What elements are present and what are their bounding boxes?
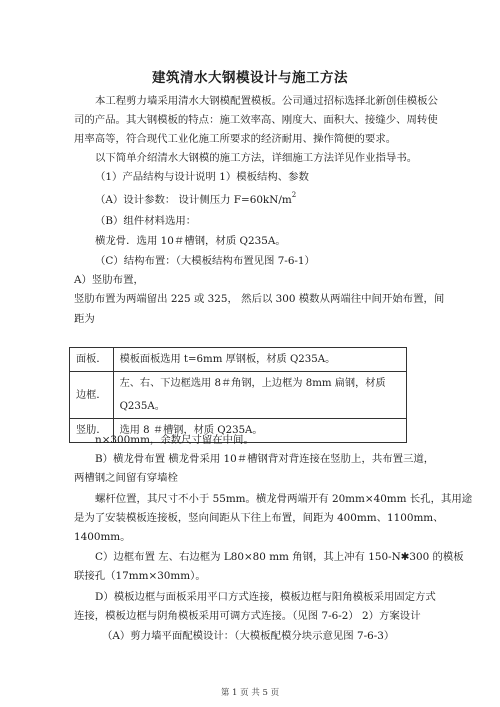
design-parameters-line: （A）设计参数： 设计侧压力 $F=60kN/m^2$ [95,191,297,206]
table-row [70,372,407,419]
paragraph-line: 本工程剪力墙采用清水大钢模配置模板。公司通过招标选择北新创佳模板公 [95,95,438,107]
paragraph-line: 竖肋布置为两端留出 225 或 325， 然后以 300 模数从两端往中间开始布置，间 [74,293,445,305]
table-cell-key: 面板． [70,348,114,372]
paragraph-line: 横龙骨．选用 10＃槽钢，材质 Q235A。 [95,235,286,247]
table-cell-value: 选用 8 ＃槽钢，材质 Q235A。 [113,419,406,443]
paragraph-line: 距为 [74,313,95,325]
paragraph-line: 是为了安装模板连接板，竖向间距从下往上布置，间距为 400mm、1100mm、 [74,512,444,524]
paragraph-line: （B）组件材料选用： [95,215,197,227]
section-heading: （1）产品结构与设计说明 1）模板结构、参数 [95,171,309,183]
paragraph-line: 以下简单介绍清水大钢模的施工方法，详细施工方法详见作业指导书。 [95,152,418,164]
paragraph-line: D）模板边框与面板采用平口方式连接，模板边框与阳角模板采用固定方式 [95,591,436,603]
table-cell-value: 模板面板选用 t=6mm 厚钢板，材质 Q235A。 [113,348,406,372]
superscript: 2 [291,191,297,199]
table-row [70,348,407,372]
paragraph-line: 螺杆位置，其尺寸不小于 55mm。横龙骨两端开有 20mm×40mm 长孔，其用途 [95,493,473,505]
document-title: 建筑清水大钢模设计与施工方法 [152,70,348,86]
paragraph-line: 连接，模板边框与阴角模板采用可调方式连接。（见图 7-6-2） 2）方案设计 [74,610,421,622]
paragraph-line: （C）结构布置：（大模板结构布置见图 7-6-1） [95,255,315,267]
paragraph-line: 用率高等，符合现代工业化施工所要求的经济耐用、操作简便的要求。 [74,133,397,145]
table-cell-value [113,372,406,419]
paragraph-line: 1400mm。 [74,531,131,543]
paragraph-line: 司的产品。其大钢模板的特点：施工效率高、刚度大、面积大、接缝少、周转使 [74,114,438,126]
paragraph-line: C）边框布置 左、右边框为 L80×80 mm 角钢，其上冲有 150-N✱300 的模板 [95,551,464,563]
paragraph-line: B）横龙骨布置 横龙骨采用 10＃槽钢背对背连接在竖肋上，共布置三道， [95,453,435,465]
page-footer: 第 1 页 共 5 页 [220,688,280,698]
paragraph-line: 联接孔（17mm×30mm）。 [74,570,206,582]
table-cell-line: Q235A。 [119,401,165,412]
table-cell-line: 左、右、下边框选用 8＃角钢，上边框为 8mm 扁钢，材质 [119,378,386,389]
paragraph-line: 两槽钢之间留有穿墙栓 [74,472,178,484]
table-cell-key: 边框． [70,372,114,419]
paragraph-line: A）竖肋布置， [74,274,144,286]
paragraph-line: n×300mm，余数尺寸留在中间。 [95,434,254,446]
paragraph-line: （A）剪力墙平面配模设计：（大模板配模分块示意见图 7-6-3） [102,630,395,642]
table-cell-key: 竖肋． [70,419,114,443]
materials-table [69,347,407,443]
